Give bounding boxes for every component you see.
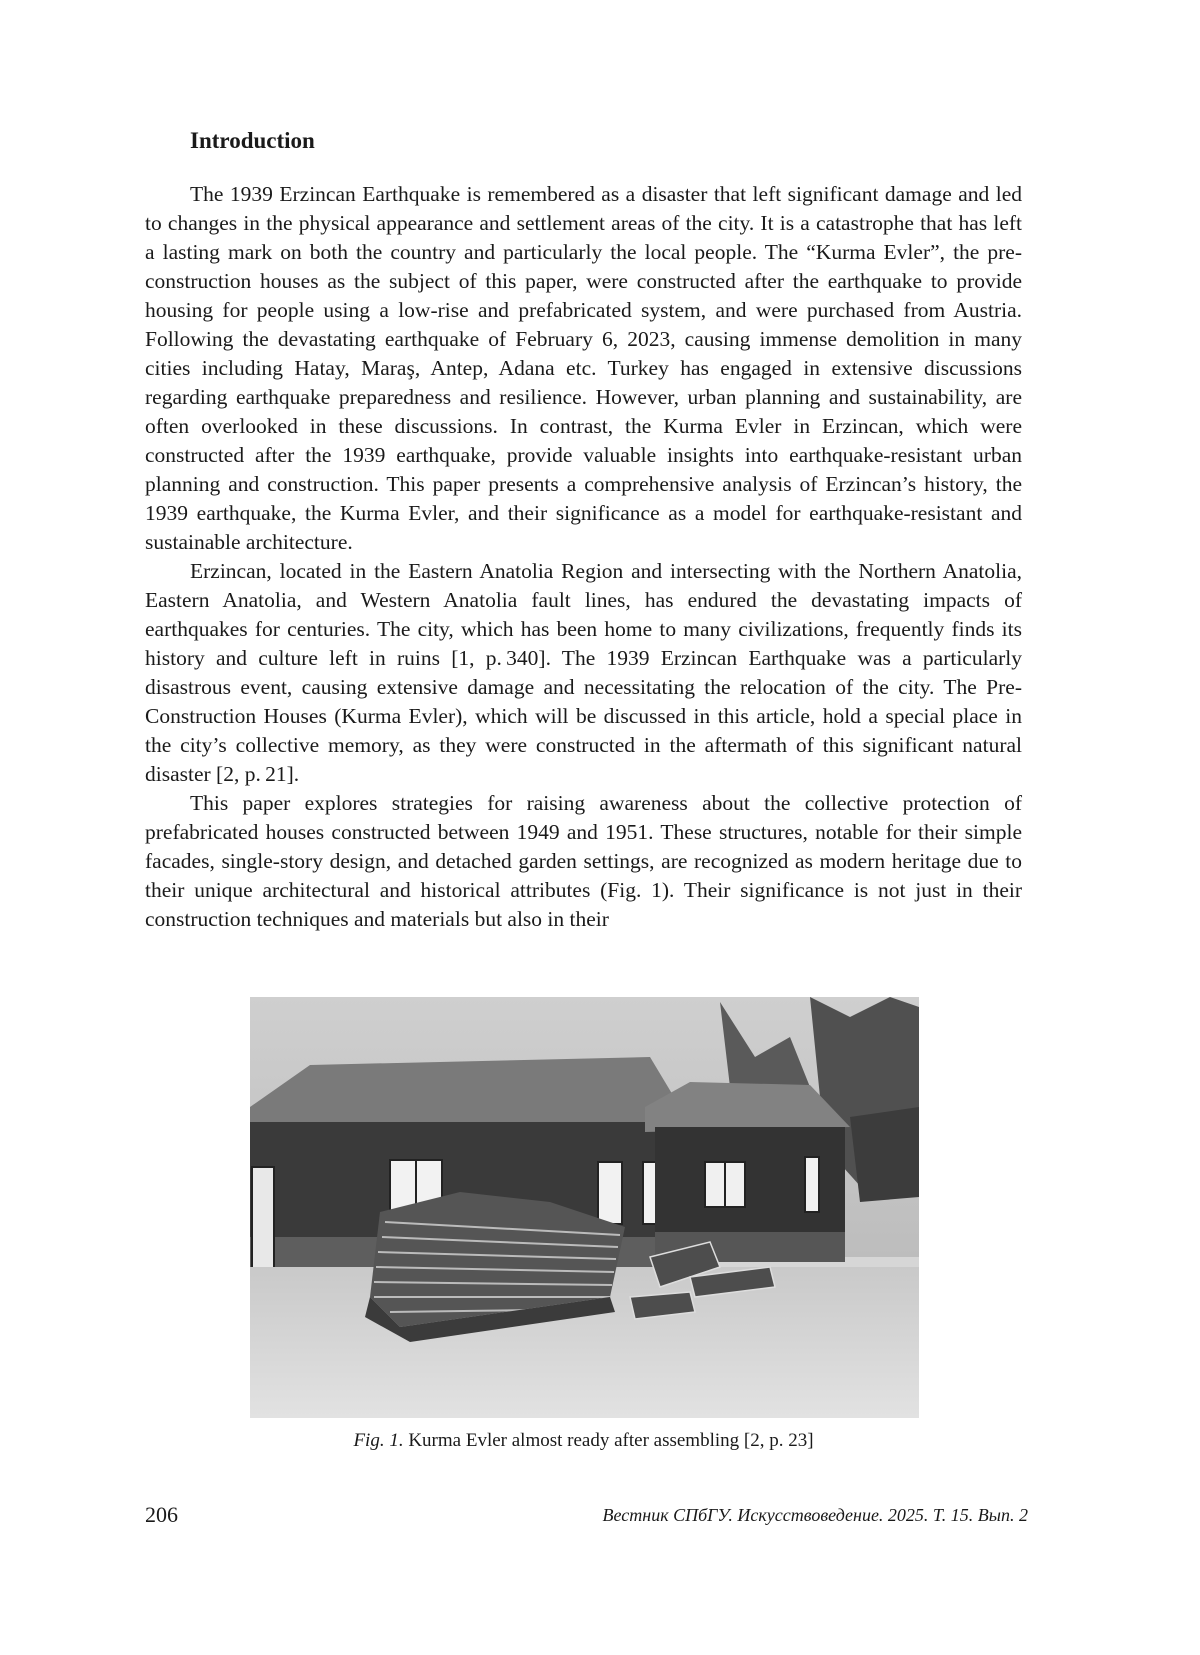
section-heading: Introduction bbox=[190, 128, 315, 153]
figure-label: Fig. 1. bbox=[353, 1430, 404, 1451]
figure-photo bbox=[250, 997, 919, 1418]
paragraph-2: Erzincan, located in the Eastern Anatolia Region and intersecting with the Northern Anatolia, Eastern Anatolia, and Western Anatolia fault lines, has endured the devastating impacts of earthquakes for centuries. The city, which has been home to many civilizations, frequently finds its history and culture left in ruins [1, p. 340]. The 1939 Erzincan Earthquake was a particularly disastrous event, causing extensive damage and necessitating the relocation of the city. The Pre-Construction Houses (Kurma Evler), which will be discussed in this article, hold a special place in the city’s collective memory, as they were constructed in the aftermath of this significant natural disaster [2, p. 21]. bbox=[145, 559, 1022, 786]
body-text bbox=[145, 180, 1022, 934]
figure-caption bbox=[145, 1430, 1022, 1452]
paragraph-1: The 1939 Erzincan Earthquake is remembered as a disaster that left significant damage and led to changes in the physical appearance and settlement areas of the city. It is a catastrophe that has left a lasting mark on both the country and particularly the local people. The “Kurma Evler”, the pre-construction houses as the subject of this paper, were constructed after the earthquake to provide housing for people using a low-rise and prefabricated system, and were purchased from Austria. Following the devastating earthquake of February 6, 2023, causing immense demolition in many cities including Hatay, Maraş, Antep, Adana etc. Turkey has engaged in extensive discussions regarding earthquake preparedness and resilience. However, urban planning and sustainability, are often overlooked in these discussions. In contrast, the Kurma Evler in Erzincan, which were constructed after the 1939 earthquake, provide valuable insights into earthquake-resistant urban planning and construction. This paper presents a comprehensive analysis of Erzincan’s history, the 1939 earthquake, the Kurma Evler, and their significance as a model for earthquake-resistant and sustainable architecture. bbox=[145, 182, 1022, 554]
door bbox=[252, 1167, 274, 1277]
roof-left bbox=[250, 1057, 680, 1127]
prefab-houses-photo bbox=[250, 997, 919, 1418]
journal-name: Вестник СПбГУ. Искусствоведение. 2025. Т. 15. Вып. 2 bbox=[602, 1505, 1028, 1525]
paragraph-3: This paper explores strategies for raising awareness about the collective protection of prefabricated houses constructed between 1949 and 1951. These structures, notable for their simple facades, single-story design, and detached garden settings, are recognized as modern heritage due to their unique architectural and historical attributes (Fig. 1). Their significance is not just in their construction techniques and materials but also in their bbox=[145, 791, 1022, 931]
page-number: 206 bbox=[145, 1502, 178, 1527]
figure-caption-text: Kurma Evler almost ready after assembling [2, p. 23] bbox=[408, 1430, 814, 1451]
